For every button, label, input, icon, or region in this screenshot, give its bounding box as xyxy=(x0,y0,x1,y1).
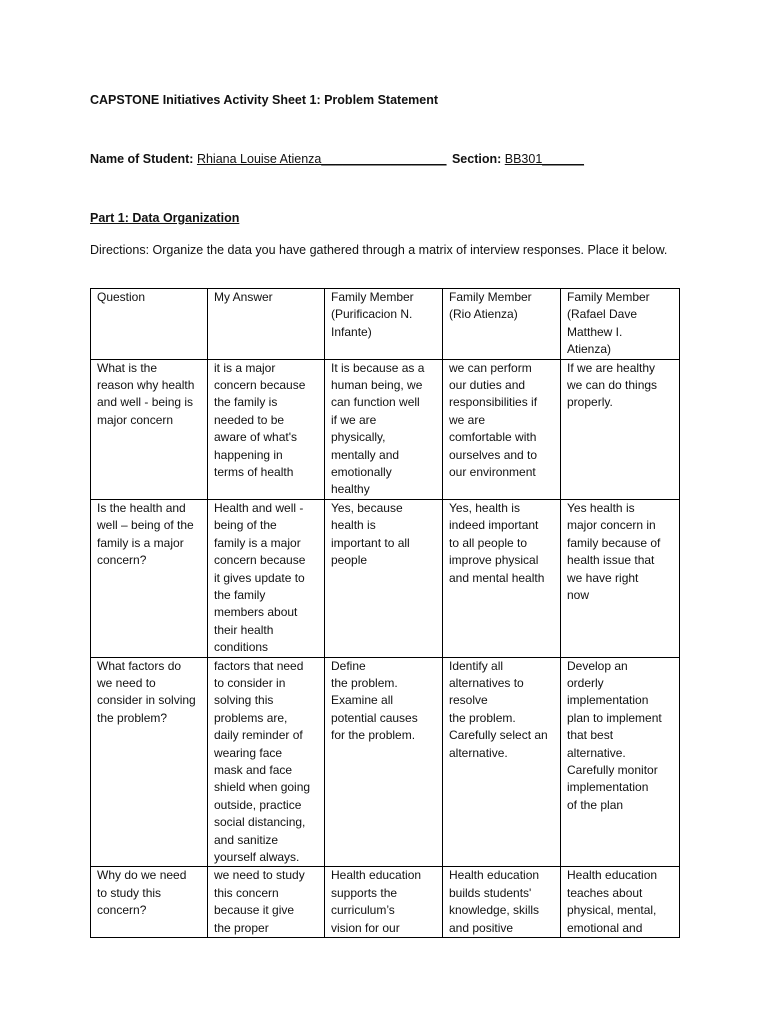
table-row xyxy=(91,359,680,499)
header-cell-family-member-3: Family Member (Rafael Dave Matthew I. Atienza) xyxy=(561,289,680,360)
table-cell: we can perform our duties and responsibilities if we are comfortable with ourselves and to our environment xyxy=(443,359,561,499)
table-cell: What factors do we need to consider in solving the problem? xyxy=(91,657,208,867)
table-cell: Health education supports the curriculum’s vision for our xyxy=(325,867,443,938)
table-cell: Define the problem. Examine all potential causes for the problem. xyxy=(325,657,443,867)
table-cell: we need to study this concern because it give the proper xyxy=(208,867,325,938)
part-heading: Part 1: Data Organization xyxy=(90,211,240,225)
table-cell: Yes, health is indeed important to all people to improve physical and mental health xyxy=(443,499,561,657)
table-cell: It is because as a human being, we can function well if we are physically, mentally and emotionally healthy xyxy=(325,359,443,499)
table-cell: If we are healthy we can do things properly. xyxy=(561,359,680,499)
table-cell: Health and well - being of the family is a major concern because it gives update to the family members about their health conditions xyxy=(208,499,325,657)
table-cell: factors that need to consider in solving this problems are, daily reminder of wearing face mask and face shield when going outside, practice social distancing, and sanitize yourself always. xyxy=(208,657,325,867)
table-cell: Health education teaches about physical, mental, emotional and xyxy=(561,867,680,938)
table-cell: Develop an orderly implementation plan to implement that best alternative. Carefully monitor implementation of the plan xyxy=(561,657,680,867)
header-cell-question: Question xyxy=(91,289,208,360)
table-cell: Why do we need to study this concern? xyxy=(91,867,208,938)
student-name-value: Rhiana Louise Atienza__________________ xyxy=(196,152,447,166)
header-cell-family-member-2: Family Member (Rio Atienza) xyxy=(443,289,561,360)
section-value: BB301______ xyxy=(504,152,584,166)
section-label: Section: xyxy=(448,152,505,166)
table-cell: What is the reason why health and well - being is major concern xyxy=(91,359,208,499)
table-header-row xyxy=(91,289,680,360)
page-title: CAPSTONE Initiatives Activity Sheet 1: Problem Statement xyxy=(90,93,439,107)
table-cell: it is a major concern because the family is needed to be aware of what's happening in terms of health xyxy=(208,359,325,499)
header-cell-family-member-1: Family Member (Purificacion N. Infante) xyxy=(325,289,443,360)
table-cell: Yes, because health is important to all people xyxy=(325,499,443,657)
table-cell: Is the health and well – being of the family is a major concern? xyxy=(91,499,208,657)
table-row xyxy=(91,657,680,867)
table-cell: Yes health is major concern in family because of health issue that we have right now xyxy=(561,499,680,657)
directions-text: Directions: Organize the data you have gathered through a matrix of interview responses. Place it below. xyxy=(90,243,668,257)
student-info-line xyxy=(90,152,584,166)
header-cell-my-answer: My Answer xyxy=(208,289,325,360)
table-row xyxy=(91,499,680,657)
table-cell: Identify all alternatives to resolve the problem. Carefully select an alternative. xyxy=(443,657,561,867)
interview-matrix-table xyxy=(90,288,680,938)
student-name-label: Name of Student: xyxy=(90,152,197,166)
table-row xyxy=(91,867,680,938)
table-cell: Health education builds students' knowledge, skills and positive xyxy=(443,867,561,938)
